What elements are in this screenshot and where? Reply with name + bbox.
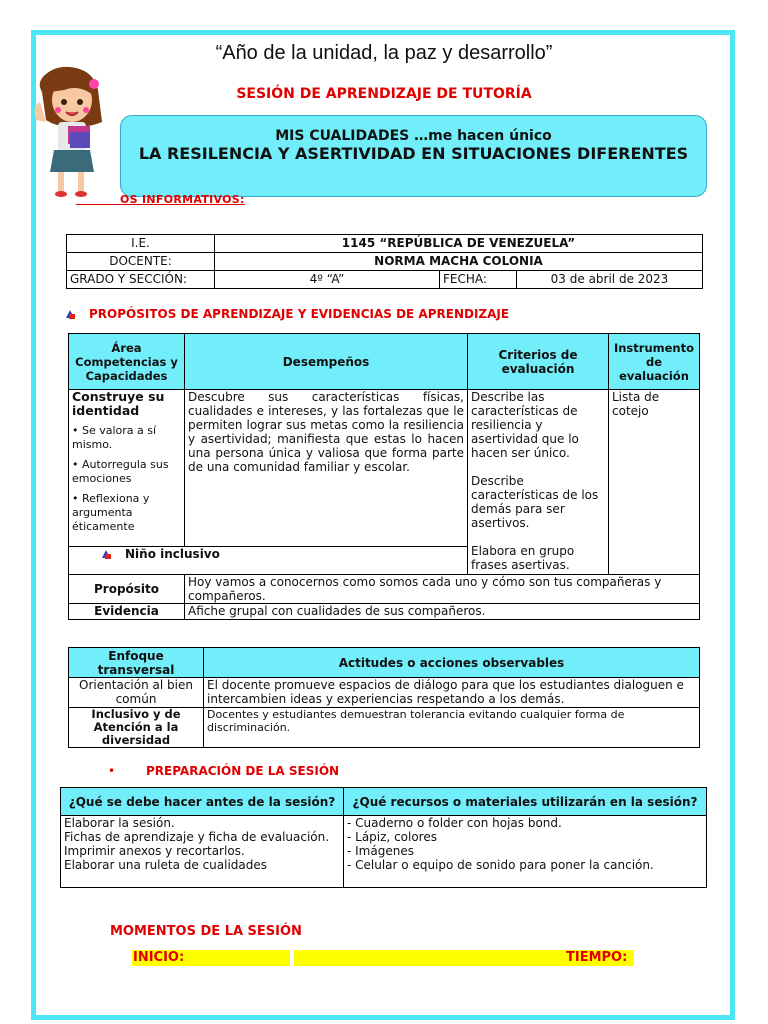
motto-text: “Año de la unidad, la paz y desarrollo” xyxy=(215,42,553,64)
docente-label: DOCENTE: xyxy=(67,253,215,271)
banner-title: LA RESILENCIA Y ASERTIVIDAD EN SITUACIONES DIFERENTES xyxy=(138,144,689,163)
recursos-cell xyxy=(344,816,707,888)
capacidad-item: • Autorregula sus emociones xyxy=(72,458,169,485)
bullet-icon xyxy=(102,549,111,558)
proposito-value: Hoy vamos a conocernos como somos cada uno y cómo son tus compañeras y compañeros. xyxy=(185,575,700,604)
recurso-item: - Cuaderno o folder con hojas bond. xyxy=(347,816,562,830)
competencia-cell xyxy=(69,390,185,547)
col-actitudes: Actitudes o acciones observables xyxy=(204,648,700,678)
enfoque-table xyxy=(68,647,700,748)
capacidad-item: • Reflexiona y argumenta éticamente xyxy=(72,492,150,533)
col-antes: ¿Qué se debe hacer antes de la sesión? xyxy=(61,788,344,816)
ie-label: I.E. xyxy=(67,235,215,253)
recurso-item: - Celular o equipo de sonido para poner la canción. xyxy=(347,858,654,872)
datos-informativos-label: OS INFORMATIVOS: xyxy=(120,193,245,206)
antes-item: Fichas de aprendizaje y ficha de evaluación. xyxy=(64,830,330,844)
enfoque-row1-value: El docente promueve espacios de diálogo para que los estudiantes dialoguen e intercambien ideas y experiencias respetando a los demás. xyxy=(204,678,700,708)
bullet-dot: • xyxy=(108,764,116,778)
proposito-label: Propósito xyxy=(69,575,185,604)
tiempo-label: TIEMPO: xyxy=(566,950,628,965)
banner-subtitle: MIS CUALIDADES …me hacen único xyxy=(275,128,552,144)
recurso-item: - Imágenes xyxy=(347,844,414,858)
bullet-icon xyxy=(66,309,75,318)
girl-illustration xyxy=(28,62,120,202)
antes-item: Elaborar una ruleta de cualidades xyxy=(64,858,268,872)
datos-underline xyxy=(76,204,120,205)
inicio-label: INICIO: xyxy=(133,950,185,965)
col-enfoque: Enfoque transversal xyxy=(69,648,204,678)
col-instrumento: Instrumento de evaluación xyxy=(609,334,700,390)
col-criterios: Criterios de evaluación xyxy=(468,334,609,390)
desempeno-cell: Descubre sus características físicas, cualidades e intereses, y las fortalezas que le permiten lograr sus metas como la resiliencia y asertividad; manifiesta que estas lo hacen una persona única y valiosa que forma parte de una comunidad familiar y escolar. xyxy=(185,390,468,547)
fecha-value: 03 de abril de 2023 xyxy=(517,271,703,289)
col-area: Área Competencias y Capacidades xyxy=(69,334,185,390)
criterio-item: Describe características de los demás para ser asertivos. xyxy=(471,474,599,530)
evidencia-label: Evidencia xyxy=(69,604,185,620)
criterio-item: Describe las características de resiliencia y asertividad que lo hacen ser único. xyxy=(471,390,579,460)
session-banner xyxy=(120,115,707,197)
recurso-item: - Lápiz, colores xyxy=(347,830,437,844)
criterios-cell xyxy=(468,390,609,575)
nino-inclusivo-cell: Niño inclusivo xyxy=(69,547,468,575)
criterio-item: Elabora en grupo frases asertivas. xyxy=(471,544,575,572)
enfoque-row2-value: Docentes y estudiantes demuestran tolerancia evitando cualquier forma de discriminación. xyxy=(204,708,700,748)
evidencia-value: Afiche grupal con cualidades de sus compañeros. xyxy=(185,604,700,620)
instrumento-cell: Lista de cotejo xyxy=(609,390,700,575)
propositos-table xyxy=(68,333,700,620)
competencia-title: Construye su identidad xyxy=(72,389,165,418)
momentos-heading: MOMENTOS DE LA SESIÓN xyxy=(110,924,302,939)
antes-cell xyxy=(61,816,344,888)
enfoque-row1-label: Orientación al bien común xyxy=(69,678,204,708)
fecha-label: FECHA: xyxy=(440,271,517,289)
grado-label: GRADO Y SECCIÓN: xyxy=(67,271,215,289)
preparacion-heading: PREPARACIÓN DE LA SESIÓN xyxy=(146,764,340,778)
preparacion-table xyxy=(60,787,707,888)
capacidad-item: • Se valora a sí mismo. xyxy=(72,424,157,451)
grado-value: 4º “A” xyxy=(215,271,440,289)
session-title: SESIÓN DE APRENDIZAJE DE TUTORÍA xyxy=(236,86,532,102)
info-table xyxy=(66,234,703,289)
docente-value: NORMA MACHA COLONIA xyxy=(215,253,703,271)
propositos-heading: PROPÓSITOS DE APRENDIZAJE Y EVIDENCIAS DE APRENDIZAJE xyxy=(66,307,509,321)
enfoque-row2-label: Inclusivo y de Atención a la diversidad xyxy=(69,708,204,748)
antes-item: Elaborar la sesión. xyxy=(64,816,175,830)
col-recursos: ¿Qué recursos o materiales utilizarán en la sesión? xyxy=(344,788,707,816)
col-desempenos: Desempeños xyxy=(185,334,468,390)
ie-value: 1145 “REPÚBLICA DE VENEZUELA” xyxy=(215,235,703,253)
antes-item: Imprimir anexos y recortarlos. xyxy=(64,844,245,858)
